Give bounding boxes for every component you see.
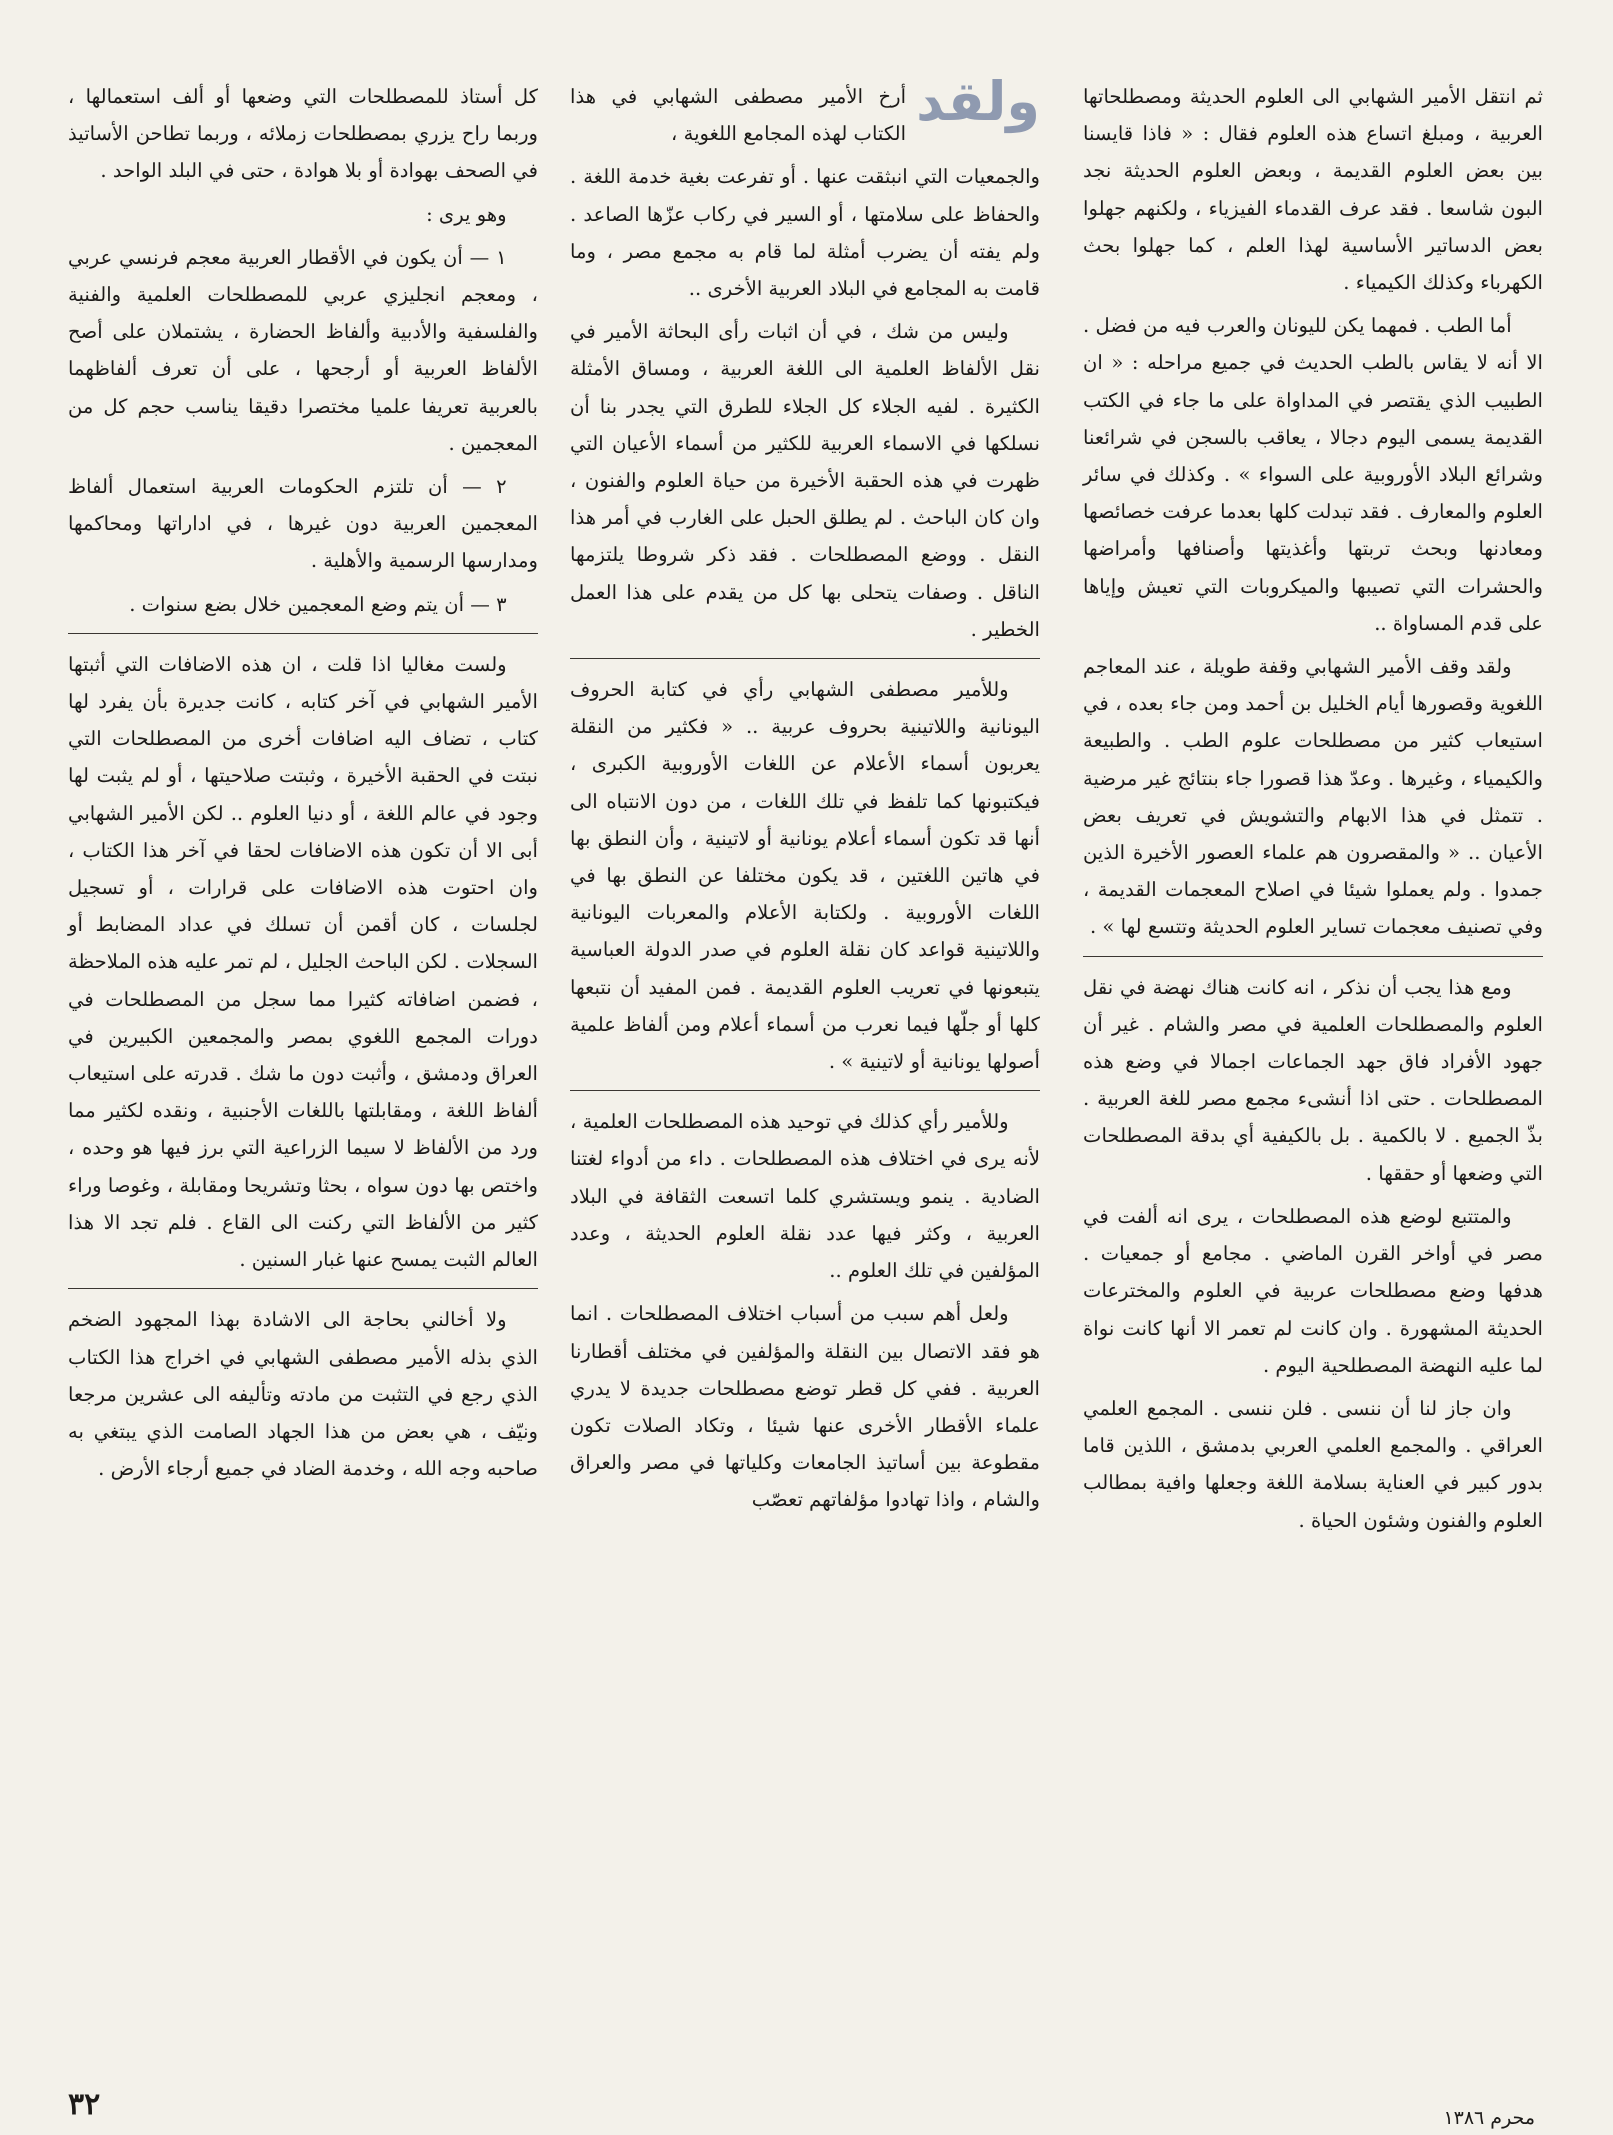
paragraph: والمتتبع لوضع هذه المصطلحات ، يرى انه ألفت في مصر في أواخر القرن الماضي . مجامع أو جمعيات . هدفها وضع مصطلحات عربية في العلوم والمخترعات الحديثة المشهورة . وان كانت لم تعمر الا أنها كانت نواة لما عليه النهضة المصطلحية اليوم . xyxy=(1083,1204,1543,1377)
paragraph: وان جاز لنا أن ننسى . فلن ننسى . المجمع العلمي العراقي . والمجمع العلمي العربي بدمشق ، اللذين قاما بدور كبير في العناية بسلامة اللغة وجعلها وافية بمطالب العلوم والفنون وشئون الحياة . xyxy=(1083,1396,1543,1532)
column-middle xyxy=(570,70,1040,1525)
divider xyxy=(570,658,1040,659)
paragraph: أما الطب . فمهما يكن لليونان والعرب فيه من فضل . الا أنه لا يقاس بالطب الحديث في جميع مراحله : « ان الطبيب الذي يقتصر في المداواة على ما جاء في الكتب القديمة يسمى اليوم دجالا ، يعاقب بالسجن في شرائعنا وشرائع البلاد الأوروبية على السواء » . وكذلك في سائر العلوم والمعارف . فقد تبدلت كلها بعدما عرفت خصائصها ومعادنها وبحث تربتها وأغذيتها وأصنافها وأمراضها والحشرات التي تصيبها والميكروبات التي تعيش وإياها على قدم المساواة .. xyxy=(1083,314,1543,635)
paragraph: ومع هذا يجب أن نذكر ، انه كانت هناك نهضة في نقل العلوم والمصطلحات العلمية في مصر والشام . غير أن جهود الأفراد فاق جهد الجماعات اجمالا في وضع هذه المصطلحات . حتى اذا أنشىء مجمع مصر للغة العربية . بذّ الجميع . لا بالكمية . بل بالكيفية أي بدقة المصطلحات التي وضعها أو حققها . xyxy=(1083,975,1543,1185)
page-number: ٣٢ xyxy=(68,2087,101,2122)
section-lead xyxy=(570,70,1040,152)
paragraph: ولعل أهم سبب من أسباب اختلاف المصطلحات . انما هو فقد الاتصال بين النقلة والمؤلفين في مختلف أقطارنا العربية . ففي كل قطر توضع مصطلحات جديدة لا يدري علماء الأقطار الأخرى عنها شيئا ، وتكاد الصلات تكون مقطوعة بين أساتيذ الجامعات وكلياتها في مصر والعراق والشام ، واذا تهادوا مؤلفاتهم تعصّب xyxy=(570,1302,1040,1512)
divider xyxy=(68,633,538,634)
lead-sentence: أرخ الأمير مصطفى الشهابي في هذا الكتاب لهذه المجامع اللغوية ، xyxy=(570,85,907,146)
paragraph: ثم انتقل الأمير الشهابي الى العلوم الحديثة ومصطلحاتها العربية ، ومبلغ اتساع هذه العلوم فقال : « فاذا قايسنا بين بعض العلوم القديمة ، وبعض العلوم الحديثة نجد البون شاسعا . فقد عرف القدماء الفيزياء ، ولكنهم جهلوا بعض الدساتير الأساسية لهذا العلم ، كما جهلوا بحث الكهرباء وكذلك الكيمياء . xyxy=(1083,85,1543,295)
drop-word: ولقد xyxy=(916,70,1040,133)
paragraph: والجمعيات التي انبثقت عنها . أو تفرعت بغية خدمة اللغة . والحفاظ على سلامتها ، أو السير في ركاب عزّها الصاعد . ولم يفته أن يضرب أمثلة لما قام به مجمع مصر ، وما قامت به المجامع في البلاد العربية الأخرى .. xyxy=(570,165,1040,301)
column-left xyxy=(68,78,538,1493)
paragraph: ولا أخالني بحاجة الى الاشادة بهذا المجهود الضخم الذي بذله الأمير مصطفى الشهابي في اخراج هذا الكتاب الذي رجع في التثبت من مادته وتأليفه الى عشرين مرجعا ونيّف ، هي بعض من هذا الجهاد الصامت الذي يبتغي به صاحبه وجه الله ، وخدمة الضاد في جميع أرجاء الأرض . xyxy=(68,1308,538,1481)
list-item: ١ — أن يكون في الأقطار العربية معجم فرنسي عربي ، ومعجم انجليزي عربي للمصطلحات العلمية والفنية والفلسفية والأدبية وألفاظ الحضارة ، يشتملان على أصح الألفاظ العربية أو أرجحها ، على أن تعرف ألفاظهما بالعربية تعريفا علميا مختصرا دقيقا يناسب حجم كل من المعجمين . xyxy=(68,245,538,455)
paragraph: وللأمير مصطفى الشهابي رأي في كتابة الحروف اليونانية واللاتينية بحروف عربية .. « فكثير من النقلة يعربون أسماء الأعلام عن اللغات الأوروبية الكبرى ، فيكتبونها كما تلفظ في تلك اللغات ، من دون الانتباه الى أنها قد تكون أسماء أعلام يونانية أو لاتينية ، وأن النطق بها في هاتين اللغتين ، قد يكون مختلفا عن النطق بها في اللغات الأوروبية . ولكتابة الأعلام والمعربات اليونانية واللاتينية قواعد كان نقلة العلوم في صدر الدولة العباسية يتبعونها في تعريب العلوم القديمة . فمن المفيد أن نتبعها كلها أو جلّها فيما نعرب من أسماء أعلام ومن ألفاظ علمية أصولها يونانية أو لاتينية » . xyxy=(570,678,1040,1074)
list-item: ٣ — أن يتم وضع المعجمين خلال بضع سنوات . xyxy=(129,592,507,616)
column-right xyxy=(1083,78,1543,1545)
paragraph: وليس من شك ، في أن اثبات رأى البحاثة الأمير في نقل الألفاظ العلمية الى اللغة العربية ، ومساق الأمثلة الكثيرة . لفيه الجلاء كل الجلاء للطرق التي يجدر بنا أن نسلكها في الاسماء العربية للكثير من أسماء الأعيان التي ظهرت في هذه الحقبة الأخيرة من حياة العلوم والفنون ، وان كان الباحث . لم يطلق الحبل على الغارب في أمر هذا النقل . ووضع المصطلحات . فقد ذكر شروطا يلتزمها الناقل . وصفات يتحلى بها كل من يقدم على هذا العمل الخطير . xyxy=(570,320,1040,641)
list-item: ٢ — أن تلتزم الحكومات العربية استعمال ألفاظ المعجمين العربية دون غيرها ، في اداراتها ومحاكمها ومدارسها الرسمية والأهلية . xyxy=(68,475,538,573)
issue-date: محرم ١٣٨٦ xyxy=(1443,2107,1535,2129)
paragraph: كل أستاذ للمصطلحات التي وضعها أو ألف استعمالها ، وربما راح يزري بمصطلحات زملائه ، وربما تطاحن الأساتيذ في الصحف بهوادة أو بلا هوادة ، حتى في البلد الواحد . xyxy=(68,85,538,183)
divider xyxy=(68,1288,538,1289)
paragraph: ولست مغاليا اذا قلت ، ان هذه الاضافات التي أثبتها الأمير الشهابي في آخر كتابه ، كانت جديرة بأن يفرد لها كتاب ، تضاف اليه اضافات أخرى من المصطلحات التي نبتت في الحقبة الأخيرة ، وثبتت صلاحيتها ، أو لم يثبت لها وجود في عالم اللغة ، أو دنيا العلوم .. لكن الأمير الشهابي أبى الا أن تكون هذه الاضافات لحقا في آخر هذا الكتاب ، وان احتوت هذه الاضافات على قرارات ، أو تسجيل لجلسات ، كان أقمن أن تسلك في عداد المضابط أو السجلات . لكن الباحث الجليل ، لم تمر عليه هذه الملاحظة ، فضمن اضافاته كثيرا مما سجل من المصطلحات في دورات المجمع اللغوي بمصر والمجمعين الكبيرين في العراق ودمشق ، وأثبت دون ما شك . قدرته على استيعاب ألفاظ اللغة ، ومقابلتها باللغات الأجنبية ، ونقده لكثير مما ورد من الألفاظ لا سيما الزراعية التي برز فيها هو وحده ، واختص بها دون سواه ، بحثا وتشريحا ومقابلة ، وغوصا وراء كثير من الألفاظ التي ركنت الى القاع . فلم تجد الا هذا العالم الثبت يمسح عنها غبار السنين . xyxy=(68,652,538,1272)
divider xyxy=(1083,956,1543,957)
paragraph: ولقد وقف الأمير الشهابي وقفة طويلة ، عند المعاجم اللغوية وقصورها أيام الخليل بن أحمد ومن جاء بعده ، في استيعاب كثير من مصطلحات علوم الطب . والطبيعة والكيمياء ، وغيرها . وعدّ هذا قصورا جاء بنتائج غير مرضية . تتمثل في هذا الابهام والتشويش في تعريف بعض الأعيان .. « والمقصرون هم علماء العصور الأخيرة الذين جمدوا . ولم يعملوا شيئا في اصلاح المعجمات القديمة ، وفي تصنيف معجمات تساير العلوم الحديثة وتتسع لها » . xyxy=(1083,655,1543,939)
divider xyxy=(570,1090,1040,1091)
paragraph: وهو يرى : xyxy=(426,202,507,226)
paragraph: وللأمير رأي كذلك في توحيد هذه المصطلحات العلمية ، لأنه يرى في اختلاف هذه المصطلحات . داء من أدواء لغتنا الضادية . ينمو ويستشري كلما اتسعت الثقافة في البلاد العربية ، وكثر فيها عدد نقلة العلوم الحديثة ، وعدد المؤلفين في تلك العلوم .. xyxy=(570,1110,1040,1283)
